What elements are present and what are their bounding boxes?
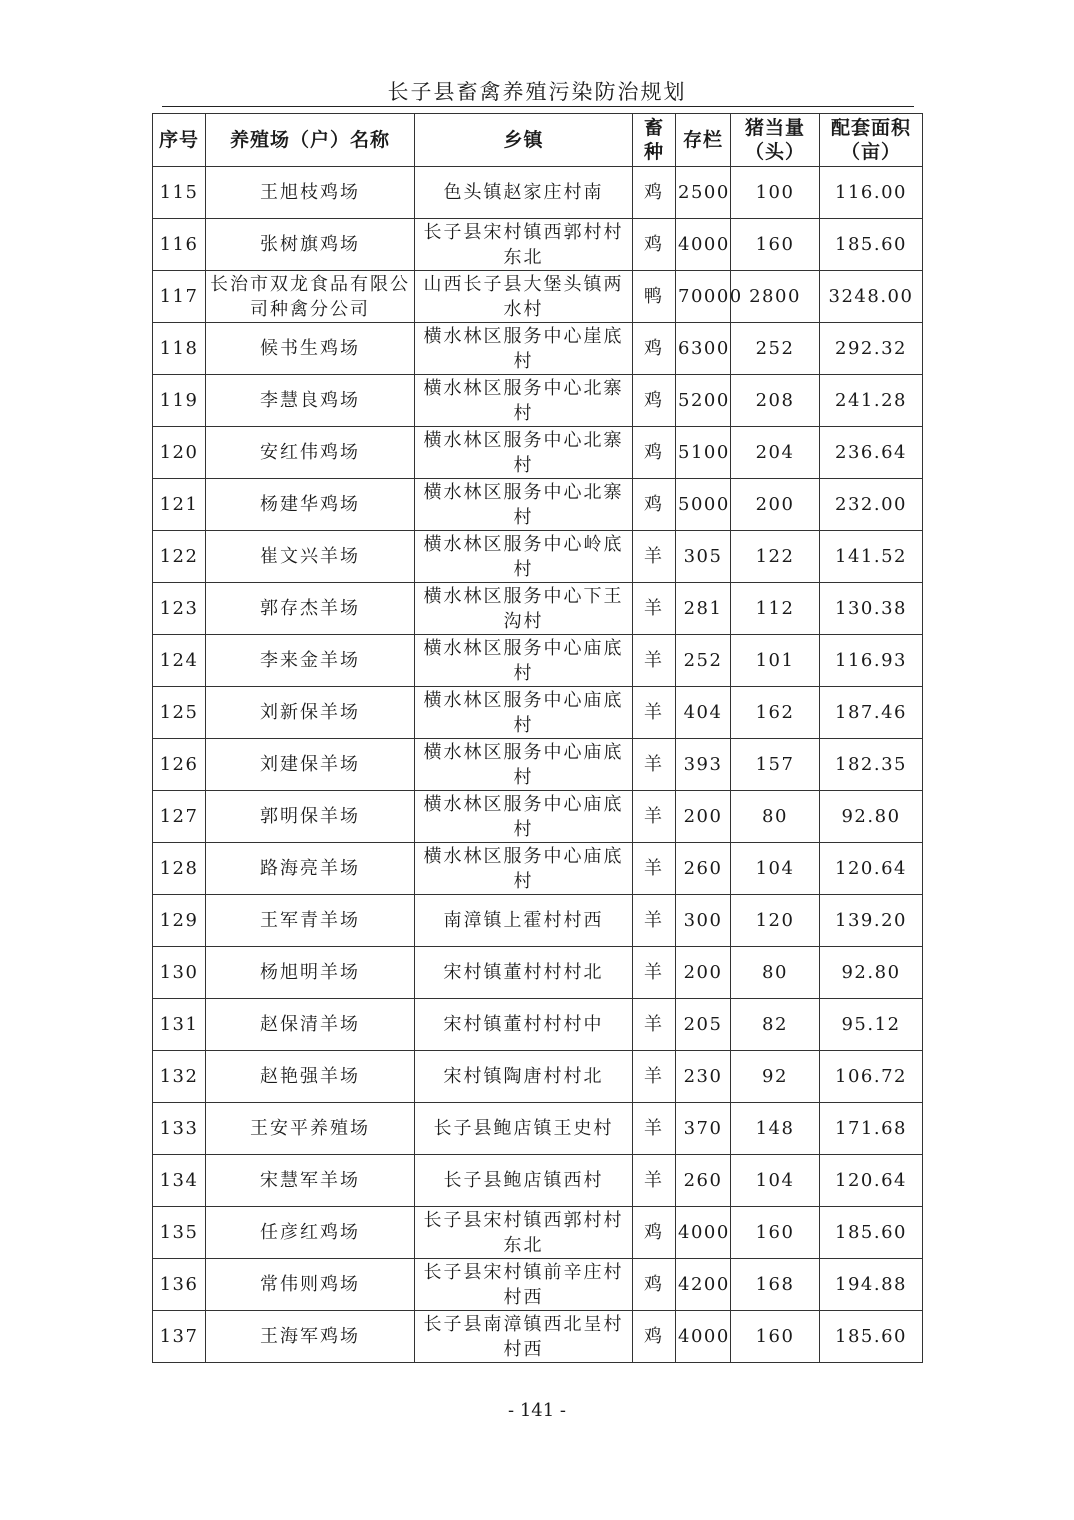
- cell-livestock-type: 鸡: [633, 427, 676, 479]
- cell-pig-equivalent: 82: [731, 999, 820, 1051]
- cell-farm-name: 王海军鸡场: [206, 1311, 415, 1363]
- document-header: 长子县畜禽养殖污染防治规划: [387, 80, 687, 104]
- cell-farm-name: 杨建华鸡场: [206, 479, 415, 531]
- cell-farm-name: 李慧良鸡场: [206, 375, 415, 427]
- page-number: - 141 -: [508, 1400, 566, 1421]
- cell-index: 124: [153, 635, 206, 687]
- table-row: [153, 791, 923, 843]
- table-row: [153, 739, 923, 791]
- cell-pig-equivalent: 104: [731, 1155, 820, 1207]
- cell-township: 宋村镇董村村村中: [415, 999, 633, 1051]
- cell-matching-area: 194.88: [820, 1259, 923, 1311]
- cell-matching-area: 185.60: [820, 1207, 923, 1259]
- cell-index: 127: [153, 791, 206, 843]
- cell-stock: 4000: [676, 1311, 731, 1363]
- cell-stock: 370: [676, 1103, 731, 1155]
- cell-index: 135: [153, 1207, 206, 1259]
- cell-pig-equivalent: 160: [731, 1207, 820, 1259]
- cell-index: 117: [153, 271, 206, 323]
- cell-farm-name: 李来金羊场: [206, 635, 415, 687]
- table-row: [153, 531, 923, 583]
- table-row: [153, 1207, 923, 1259]
- cell-farm-name: 长治市双龙食品有限公司种禽分公司: [206, 271, 415, 323]
- cell-township: 南漳镇上霍村村西: [415, 895, 633, 947]
- cell-farm-name: 崔文兴羊场: [206, 531, 415, 583]
- cell-farm-name: 王旭枝鸡场: [206, 167, 415, 219]
- cell-matching-area: 182.35: [820, 739, 923, 791]
- cell-livestock-type: 羊: [633, 635, 676, 687]
- cell-index: 137: [153, 1311, 206, 1363]
- cell-pig-equivalent: 92: [731, 1051, 820, 1103]
- cell-livestock-type: 鸡: [633, 1259, 676, 1311]
- column-header-farm-name: 养殖场（户）名称: [206, 114, 415, 167]
- cell-matching-area: 241.28: [820, 375, 923, 427]
- cell-pig-equivalent: 160: [731, 219, 820, 271]
- cell-pig-equivalent: 252: [731, 323, 820, 375]
- cell-stock: 5100: [676, 427, 731, 479]
- cell-pig-equivalent: 80: [731, 791, 820, 843]
- table-row: [153, 1259, 923, 1311]
- cell-matching-area: 187.46: [820, 687, 923, 739]
- cell-matching-area: 92.80: [820, 947, 923, 999]
- cell-matching-area: 292.32: [820, 323, 923, 375]
- cell-township: 长子县宋村镇西郭村村东北: [415, 1207, 633, 1259]
- cell-pig-equivalent: 204: [731, 427, 820, 479]
- cell-livestock-type: 鸡: [633, 479, 676, 531]
- cell-livestock-type: 羊: [633, 947, 676, 999]
- cell-pig-equivalent: 148: [731, 1103, 820, 1155]
- cell-pig-equivalent: 2800: [731, 271, 820, 323]
- cell-pig-equivalent: 157: [731, 739, 820, 791]
- cell-livestock-type: 羊: [633, 843, 676, 895]
- cell-pig-equivalent: 112: [731, 583, 820, 635]
- cell-index: 119: [153, 375, 206, 427]
- cell-matching-area: 139.20: [820, 895, 923, 947]
- cell-township: 横水林区服务中心庙底村: [415, 635, 633, 687]
- cell-township: 宋村镇陶唐村村北: [415, 1051, 633, 1103]
- cell-pig-equivalent: 208: [731, 375, 820, 427]
- cell-matching-area: 171.68: [820, 1103, 923, 1155]
- cell-livestock-type: 鸡: [633, 1207, 676, 1259]
- cell-pig-equivalent: 104: [731, 843, 820, 895]
- cell-index: 116: [153, 219, 206, 271]
- cell-stock: 4200: [676, 1259, 731, 1311]
- cell-livestock-type: 羊: [633, 687, 676, 739]
- cell-farm-name: 候书生鸡场: [206, 323, 415, 375]
- column-header-pig-equivalent: 猪当量（头）: [731, 114, 820, 167]
- cell-township: 横水林区服务中心庙底村: [415, 791, 633, 843]
- cell-matching-area: 3248.00: [820, 271, 923, 323]
- cell-livestock-type: 鸡: [633, 323, 676, 375]
- cell-township: 宋村镇董村村村北: [415, 947, 633, 999]
- cell-livestock-type: 羊: [633, 999, 676, 1051]
- cell-livestock-type: 羊: [633, 1155, 676, 1207]
- cell-farm-name: 赵艳强羊场: [206, 1051, 415, 1103]
- cell-township: 长子县南漳镇西北呈村村西: [415, 1311, 633, 1363]
- cell-township: 色头镇赵家庄村南: [415, 167, 633, 219]
- table-row: [153, 687, 923, 739]
- cell-township: 横水林区服务中心庙底村: [415, 843, 633, 895]
- cell-index: 121: [153, 479, 206, 531]
- table-row: [153, 843, 923, 895]
- cell-pig-equivalent: 80: [731, 947, 820, 999]
- cell-farm-name: 杨旭明羊场: [206, 947, 415, 999]
- cell-livestock-type: 鸡: [633, 167, 676, 219]
- header-rule: [162, 106, 914, 107]
- cell-farm-name: 郭存杰羊场: [206, 583, 415, 635]
- table-row: [153, 1051, 923, 1103]
- cell-stock: 252: [676, 635, 731, 687]
- cell-township: 横水林区服务中心岭底村: [415, 531, 633, 583]
- cell-index: 125: [153, 687, 206, 739]
- cell-index: 129: [153, 895, 206, 947]
- cell-township: 横水林区服务中心庙底村: [415, 739, 633, 791]
- cell-matching-area: 120.64: [820, 1155, 923, 1207]
- cell-livestock-type: 羊: [633, 1103, 676, 1155]
- cell-township: 长子县宋村镇前辛庄村村西: [415, 1259, 633, 1311]
- cell-stock: 281: [676, 583, 731, 635]
- table-row: [153, 219, 923, 271]
- cell-livestock-type: 羊: [633, 739, 676, 791]
- table-row: [153, 947, 923, 999]
- cell-pig-equivalent: 160: [731, 1311, 820, 1363]
- cell-township: 横水林区服务中心北寨村: [415, 479, 633, 531]
- cell-stock: 200: [676, 947, 731, 999]
- cell-stock: 4000: [676, 219, 731, 271]
- cell-township: 横水林区服务中心北寨村: [415, 375, 633, 427]
- cell-stock: 205: [676, 999, 731, 1051]
- cell-farm-name: 宋慧军羊场: [206, 1155, 415, 1207]
- cell-township: 长子县鲍店镇王史村: [415, 1103, 633, 1155]
- cell-matching-area: 236.64: [820, 427, 923, 479]
- table-row: [153, 271, 923, 323]
- table-row: [153, 375, 923, 427]
- cell-farm-name: 张树旗鸡场: [206, 219, 415, 271]
- cell-index: 122: [153, 531, 206, 583]
- cell-matching-area: 185.60: [820, 1311, 923, 1363]
- cell-stock: 404: [676, 687, 731, 739]
- cell-pig-equivalent: 122: [731, 531, 820, 583]
- table-body: [153, 167, 923, 1363]
- cell-matching-area: 116.00: [820, 167, 923, 219]
- table-row: [153, 167, 923, 219]
- cell-stock: 200: [676, 791, 731, 843]
- cell-index: 118: [153, 323, 206, 375]
- cell-pig-equivalent: 100: [731, 167, 820, 219]
- cell-farm-name: 郭明保羊场: [206, 791, 415, 843]
- table-header-row: [153, 114, 923, 167]
- cell-matching-area: 116.93: [820, 635, 923, 687]
- cell-index: 130: [153, 947, 206, 999]
- table-row: [153, 895, 923, 947]
- cell-farm-name: 王安平养殖场: [206, 1103, 415, 1155]
- cell-farm-name: 刘建保羊场: [206, 739, 415, 791]
- cell-pig-equivalent: 120: [731, 895, 820, 947]
- cell-stock: 305: [676, 531, 731, 583]
- cell-stock: 2500: [676, 167, 731, 219]
- cell-township: 长子县鲍店镇西村: [415, 1155, 633, 1207]
- cell-livestock-type: 鸭: [633, 271, 676, 323]
- cell-index: 123: [153, 583, 206, 635]
- cell-pig-equivalent: 168: [731, 1259, 820, 1311]
- table-row: [153, 323, 923, 375]
- cell-stock: 4000: [676, 1207, 731, 1259]
- cell-township: 横水林区服务中心崖底村: [415, 323, 633, 375]
- cell-stock: 300: [676, 895, 731, 947]
- cell-township: 横水林区服务中心下王沟村: [415, 583, 633, 635]
- cell-stock: 5200: [676, 375, 731, 427]
- column-header-livestock-type: 畜种: [633, 114, 676, 167]
- cell-township: 横水林区服务中心北寨村: [415, 427, 633, 479]
- cell-stock: 6300: [676, 323, 731, 375]
- cell-index: 115: [153, 167, 206, 219]
- cell-matching-area: 141.52: [820, 531, 923, 583]
- cell-pig-equivalent: 162: [731, 687, 820, 739]
- cell-index: 136: [153, 1259, 206, 1311]
- cell-stock: 70000: [676, 271, 731, 323]
- cell-stock: 393: [676, 739, 731, 791]
- cell-stock: 5000: [676, 479, 731, 531]
- cell-index: 128: [153, 843, 206, 895]
- cell-matching-area: 130.38: [820, 583, 923, 635]
- cell-livestock-type: 羊: [633, 583, 676, 635]
- cell-index: 134: [153, 1155, 206, 1207]
- cell-index: 133: [153, 1103, 206, 1155]
- cell-farm-name: 刘新保羊场: [206, 687, 415, 739]
- column-header-stock: 存栏: [676, 114, 731, 167]
- cell-matching-area: 120.64: [820, 843, 923, 895]
- column-header-township: 乡镇: [415, 114, 633, 167]
- cell-township: 山西长子县大堡头镇两水村: [415, 271, 633, 323]
- cell-farm-name: 任彦红鸡场: [206, 1207, 415, 1259]
- table-row: [153, 583, 923, 635]
- table-row: [153, 479, 923, 531]
- cell-livestock-type: 鸡: [633, 219, 676, 271]
- table-row: [153, 999, 923, 1051]
- cell-index: 120: [153, 427, 206, 479]
- cell-matching-area: 106.72: [820, 1051, 923, 1103]
- cell-township: 长子县宋村镇西郭村村东北: [415, 219, 633, 271]
- cell-farm-name: 王军青羊场: [206, 895, 415, 947]
- cell-farm-name: 常伟则鸡场: [206, 1259, 415, 1311]
- table-row: [153, 1103, 923, 1155]
- cell-farm-name: 路海亮羊场: [206, 843, 415, 895]
- cell-pig-equivalent: 200: [731, 479, 820, 531]
- cell-matching-area: 185.60: [820, 219, 923, 271]
- cell-livestock-type: 羊: [633, 1051, 676, 1103]
- cell-index: 126: [153, 739, 206, 791]
- cell-matching-area: 232.00: [820, 479, 923, 531]
- cell-livestock-type: 羊: [633, 791, 676, 843]
- cell-township: 横水林区服务中心庙底村: [415, 687, 633, 739]
- cell-livestock-type: 鸡: [633, 375, 676, 427]
- cell-livestock-type: 羊: [633, 895, 676, 947]
- column-header-index: 序号: [153, 114, 206, 167]
- livestock-farm-table: [152, 113, 923, 1363]
- table-row: [153, 427, 923, 479]
- column-header-matching-area: 配套面积（亩）: [820, 114, 923, 167]
- cell-matching-area: 95.12: [820, 999, 923, 1051]
- cell-matching-area: 92.80: [820, 791, 923, 843]
- cell-stock: 260: [676, 1155, 731, 1207]
- cell-stock: 260: [676, 843, 731, 895]
- cell-farm-name: 赵保清羊场: [206, 999, 415, 1051]
- cell-livestock-type: 羊: [633, 531, 676, 583]
- table-row: [153, 1311, 923, 1363]
- cell-pig-equivalent: 101: [731, 635, 820, 687]
- table-row: [153, 1155, 923, 1207]
- cell-farm-name: 安红伟鸡场: [206, 427, 415, 479]
- table-row: [153, 635, 923, 687]
- cell-stock: 230: [676, 1051, 731, 1103]
- cell-livestock-type: 鸡: [633, 1311, 676, 1363]
- cell-index: 132: [153, 1051, 206, 1103]
- cell-index: 131: [153, 999, 206, 1051]
